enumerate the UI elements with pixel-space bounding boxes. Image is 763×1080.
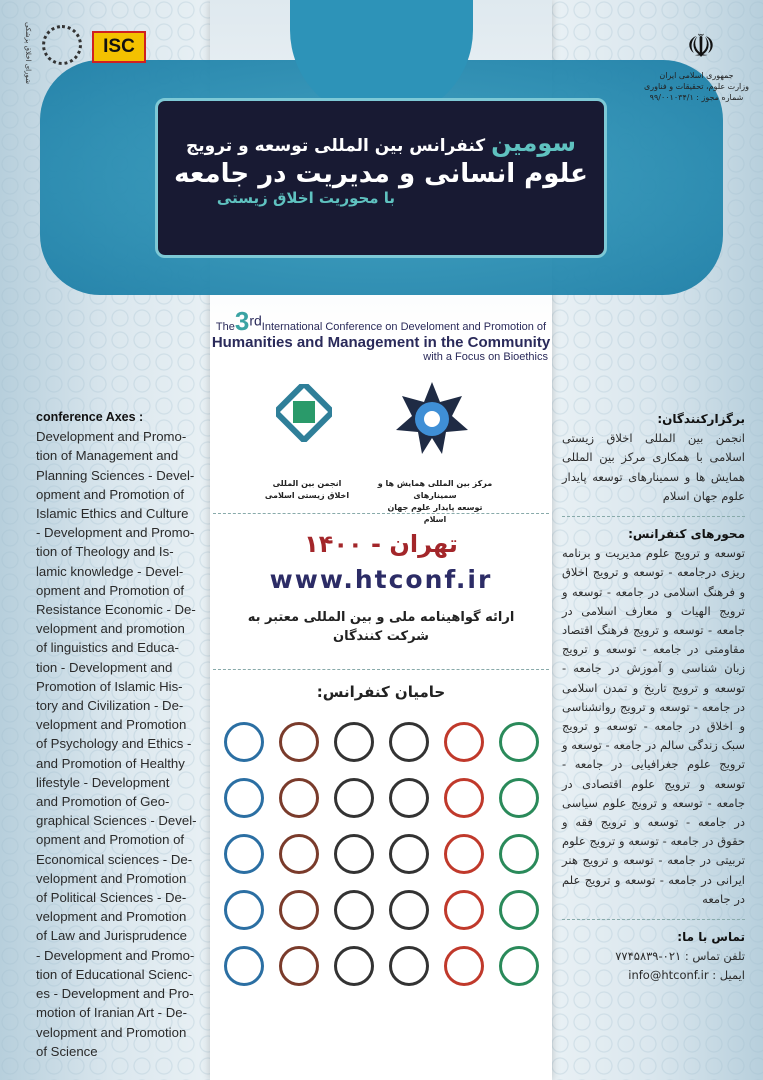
axes-line-en: lifestyle - Development: [36, 774, 170, 790]
organizers-heading: برگزارکنندگان:: [657, 412, 745, 426]
axes-line-en: Planning Sciences - Devel-: [36, 467, 195, 483]
divider: [213, 669, 549, 670]
sponsor-logo: [224, 890, 264, 930]
sponsor-logo: [499, 778, 539, 818]
english-title: [210, 306, 552, 363]
divider: [562, 919, 745, 920]
sponsor-logo: [224, 834, 264, 874]
sponsor-logo: [224, 722, 264, 762]
axes-line-en: lamic knowledge - Devel-: [36, 563, 184, 579]
info-column-fa: [562, 410, 745, 986]
axes-list-en: [36, 427, 200, 1061]
sponsor-logo: [444, 890, 484, 930]
en-line2: Humanities and Management in the Community: [211, 334, 551, 351]
axes-line-en: velopment and promotion: [36, 621, 185, 637]
sponsor-logo: [444, 946, 484, 986]
title-line3: با محوریت اخلاق زیستی: [216, 189, 396, 207]
title-accent: سومین: [491, 129, 576, 157]
axes-line-en: opment and Promotion of: [36, 832, 185, 848]
sponsor-logo: [334, 722, 374, 762]
sponsor-logo: [389, 778, 429, 818]
sponsor-logo: [279, 890, 319, 930]
permit-info: [644, 70, 749, 103]
axes-line-en: - Development and Promo-: [36, 947, 195, 963]
sponsor-logo: [279, 722, 319, 762]
axes-line-en: tion of Management and: [36, 448, 179, 464]
axes-line-en: tory and Civilization - De-: [36, 698, 184, 714]
sponsor-logo: [499, 946, 539, 986]
divider: [562, 516, 745, 517]
sponsor-logo: [499, 722, 539, 762]
axes-line-en: es - Development and Pro-: [36, 986, 194, 1002]
axes-line-en: of Science: [36, 1043, 98, 1059]
axes-line-en: motion of Iranian Art - De-: [36, 1005, 187, 1021]
axes-line-en: velopment and Promotion: [36, 909, 187, 925]
axes-line-en: Development and Promo-: [36, 429, 187, 445]
sponsor-logo: [279, 834, 319, 874]
permit-line: وزارت علوم، تحقیقات و فناوری: [644, 82, 749, 91]
sponsors-title: حامیان کنفرانس:: [316, 683, 446, 701]
sponsor-logo: [389, 946, 429, 986]
org-caption-line: اخلاق زیستی اسلامی: [264, 491, 350, 500]
axes-line-en: of Law and Jurisprudence: [36, 928, 188, 944]
axes-line-en: Resistance Economic - De-: [36, 602, 196, 618]
certificate-line: شرکت کنندگان: [333, 629, 429, 644]
sponsor-logo: [499, 890, 539, 930]
sponsor-logo: [389, 722, 429, 762]
axes-line-en: velopment and Promotion: [36, 717, 187, 733]
axes-line-en: graphical Sciences - Devel-: [36, 813, 197, 829]
sponsor-logo: [334, 946, 374, 986]
axes-heading-fa: محورهای کنفرانس:: [628, 527, 745, 542]
permit-line: جمهوری اسلامی ایران: [659, 71, 734, 80]
en-ordinal: 3: [234, 306, 250, 336]
isc-logo: ISC: [92, 31, 146, 63]
sponsor-logo: [444, 834, 484, 874]
certificate-line: ارائه گواهینامه ملی و بین المللی معتبر به: [247, 610, 515, 625]
axes-line-en: of Political Sciences - De-: [36, 890, 187, 906]
axes-line-en: of linguistics and Educa-: [36, 640, 179, 656]
axes-line-en: and Promotion of Geo-: [36, 794, 170, 810]
sponsors-grid: [216, 722, 546, 986]
bioethics-association-logo: [276, 384, 332, 442]
axes-line-en: tion - Development and: [36, 659, 173, 675]
en-ordinal-suffix: rd: [249, 312, 262, 329]
en-the: The: [215, 321, 235, 333]
medical-ethics-council-logo: [42, 25, 82, 65]
axes-line-en: tion of Educational Scienc-: [36, 966, 193, 982]
sponsor-logo: [389, 890, 429, 930]
website-link[interactable]: www.htconf.ir: [269, 565, 493, 594]
certificate-note: [210, 608, 552, 646]
sponsor-logo: [334, 778, 374, 818]
org-caption-line: مرکز بین المللی همایش ها و سمینارهای: [377, 479, 493, 500]
sponsor-logo: [224, 778, 264, 818]
left-logo-caption: شورای اخلاق پزشکی: [24, 22, 32, 84]
organizers-text: انجمن بین المللی اخلاق زیستی اسلامی با همکاری مرکز بین المللی همایش ها و سمینارهای توسعه پایدار علوم جهان اسلام: [562, 431, 745, 503]
permit-number: شماره مجوز : ۹۹/۰۰۱۰۳۴/۱: [649, 93, 744, 102]
en-line1: International Conference on Develoment and Promotion of: [261, 321, 547, 333]
axes-line-en: velopment and Promotion: [36, 870, 187, 886]
title-line2: علوم انسانی و مدیریت در جامعه: [174, 159, 588, 189]
axes-line-en: opment and Promotion of: [36, 582, 185, 598]
sponsor-logo: [279, 946, 319, 986]
axes-line-en: and Promotion of Healthy: [36, 755, 185, 771]
axes-text-fa: توسعه و ترویج علوم مدیریت و برنامه ریزی درجامعه - توسعه و ترویج اخلاق و فرهنگ اسلامی در جامعه - توسعه و ترویج الهیات و معارف اسلامی در جامعه - توسعه و ترویج فرهنگ اقتصاد مقاومتی در جامعه - توسعه و ترویج زبان شناسی و آموزش در جامعه - توسعه و ترویج تاریخ و تمدن اسلامی در جامعه - توسعه و ترویج روانشناسی و اخلاق در جامعه - توسعه و ترویج سبک زندگی سالم در جامعه - توسعه و ترویج علوم جغرافیایی در جامعه - توسعه و ترویج علوم اقتصادی در جامعه - توسعه و ترویج علوم سیاسی در جامعه - توسعه و ترویج فقه و حقوق در جامعه - توسعه و ترویج علوم تربیتی در جامعه - توسعه و ترویج هنر ایرانی در جامعه - توسعه و ترویج علم در جامعه: [562, 546, 745, 906]
contact-heading: تماس با ما:: [677, 930, 745, 945]
sponsor-logo: [279, 778, 319, 818]
en-line3: with a Focus on Bioethics: [423, 351, 548, 363]
title-line1: کنفرانس بین المللی توسعه و ترویج: [186, 136, 486, 156]
contact-phone: تلفن تماس : ۰۲۱-۷۷۴۵۸۳۹: [615, 949, 745, 964]
title-panel: [155, 98, 607, 258]
islamic-world-center-logo: [396, 382, 468, 454]
org-caption-line: انجمن بین المللی: [272, 479, 342, 488]
axes-line-en: Promotion of Islamic His-: [36, 678, 183, 694]
sponsor-logo: [499, 834, 539, 874]
sponsor-logo: [389, 834, 429, 874]
axes-line-en: tion of Theology and Is-: [36, 544, 174, 560]
axes-line-en: velopment and Promotion: [36, 1024, 187, 1040]
org-caption-line: توسعه پایدار علوم جهان اسلام: [387, 503, 483, 524]
divider: [213, 513, 549, 514]
axes-line-en: of Psychology and Ethics -: [36, 736, 192, 752]
sponsor-logo: [444, 722, 484, 762]
axes-line-en: Islamic Ethics and Culture: [36, 506, 189, 522]
axes-heading-en: conference Axes :: [36, 410, 144, 424]
contact-email[interactable]: ایمیل : info@htconf.ir: [628, 968, 745, 983]
sponsor-logo: [334, 890, 374, 930]
sponsor-logo: [334, 834, 374, 874]
iran-emblem-icon: ☫: [686, 27, 716, 65]
axes-line-en: Economical sciences - De-: [36, 851, 193, 867]
org-caption-association: [262, 478, 352, 502]
axes-line-en: - Development and Promo-: [36, 525, 195, 541]
sponsor-logo: [444, 778, 484, 818]
org-caption-center: [375, 478, 495, 526]
axes-line-en: opment and Promotion of: [36, 486, 185, 502]
sponsor-logo: [224, 946, 264, 986]
city-year: تهران - ۱۴۰۰: [304, 530, 458, 558]
axes-english: [36, 408, 200, 1061]
